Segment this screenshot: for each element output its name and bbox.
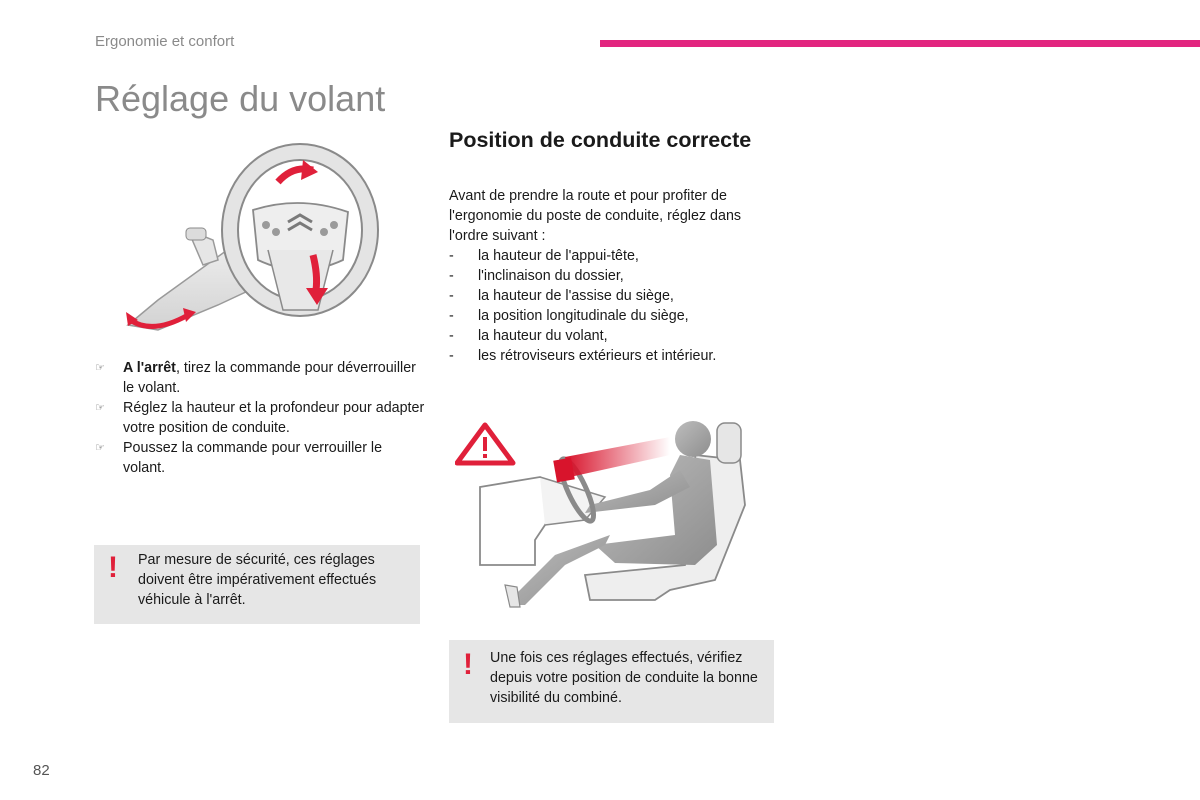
- section-header: Ergonomie et confort: [95, 33, 235, 50]
- visibility-warning-box: [449, 640, 774, 723]
- page-number: 82: [33, 762, 50, 779]
- steering-wheel-adjust-icon: [118, 140, 403, 340]
- warning-exclamation-icon: !: [108, 551, 118, 584]
- step-item: ☞ Poussez la commande pour verrouiller le volant.: [95, 440, 383, 476]
- safety-warning-text: Par mesure de sécurité, ces réglages doivent être impérativement effectués véhicule à l'arrêt.: [138, 552, 377, 608]
- driver-seated-position-icon: [455, 415, 775, 615]
- header-accent-bar: [600, 40, 1200, 47]
- step-item: ☞ Réglez la hauteur et la profondeur pour adapter votre position de conduite.: [95, 400, 425, 436]
- steering-steps: [95, 358, 425, 478]
- list-item: - la hauteur de l'appui-tête,: [449, 248, 639, 264]
- list-item: - la hauteur de l'assise du siège,: [449, 288, 674, 304]
- page-title: Réglage du volant: [95, 78, 386, 119]
- intro-paragraph: Avant de prendre la route et pour profiter de l'ergonomie du poste de conduite, réglez dans l'ordre suivant :: [449, 188, 742, 244]
- step-item: ☞ A l'arrêt, tirez la commande pour déverrouiller le volant.: [95, 360, 416, 396]
- hand-pointer-icon: ☞: [95, 442, 105, 454]
- visibility-warning-text: Une fois ces réglages effectués, vérifiez depuis votre position de conduite la bonne visibilité du combiné.: [490, 650, 758, 706]
- list-item: - l'inclinaison du dossier,: [449, 268, 624, 284]
- hand-pointer-icon: ☞: [95, 402, 105, 414]
- safety-warning-box: [94, 545, 420, 624]
- section-title: Position de conduite correcte: [449, 128, 752, 152]
- driving-position-text: [449, 186, 779, 366]
- adjustment-order-list: [449, 246, 779, 366]
- list-item: - la hauteur du volant,: [449, 328, 608, 344]
- list-item: - les rétroviseurs extérieurs et intérieur.: [449, 348, 717, 364]
- hand-pointer-icon: ☞: [95, 362, 105, 374]
- warning-exclamation-icon: !: [463, 648, 473, 681]
- list-item: - la position longitudinale du siège,: [449, 308, 689, 324]
